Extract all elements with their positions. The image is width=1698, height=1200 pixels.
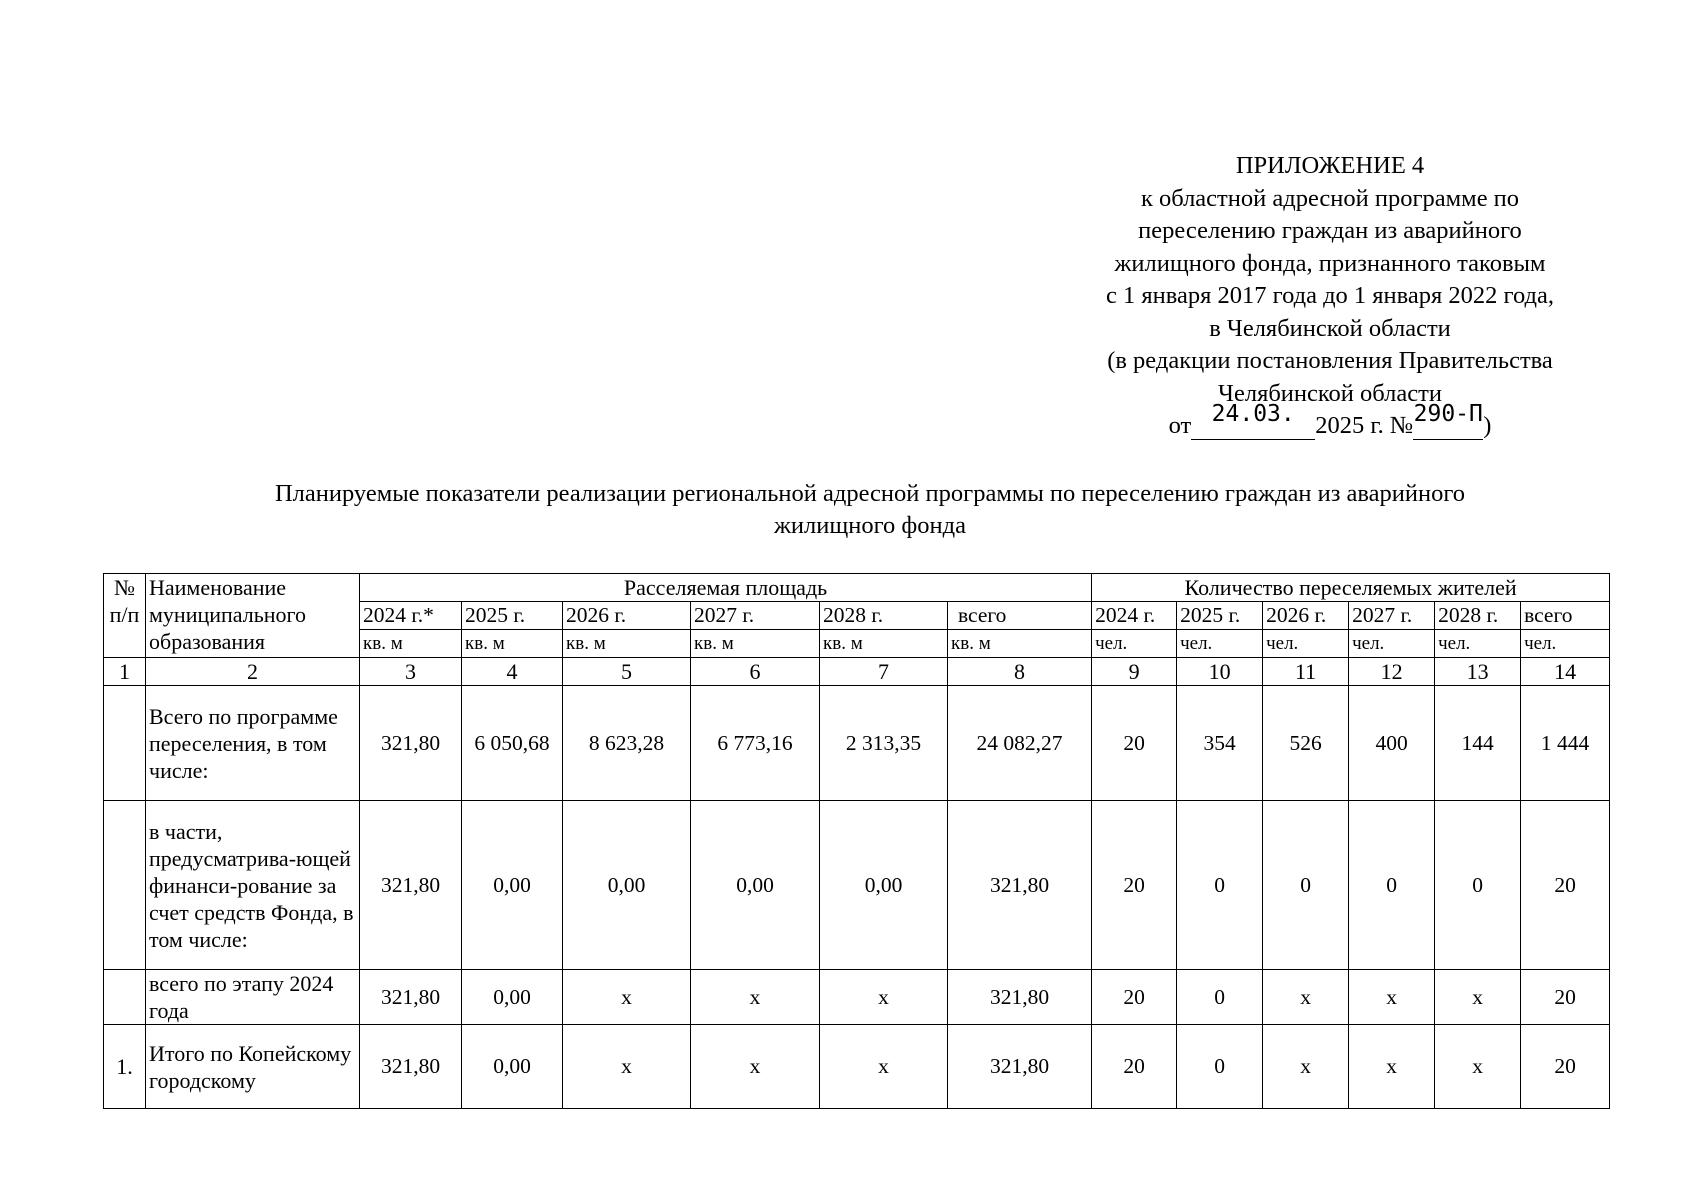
row-name: всего по этапу 2024 года [146,970,360,1025]
cell-value: х [1263,970,1349,1025]
document-title-line: Планируемые показатели реализации региональной адресной программы по переселению граждан из аварийного [274,480,1466,507]
column-index: 8 [948,658,1092,686]
cell-value: х [1349,970,1435,1025]
header-residents-year: 2025 г. [1177,602,1263,630]
header-row-groups [104,574,1610,602]
cell-value: 6 050,68 [462,686,563,801]
table-row [104,1025,1610,1109]
unit-area: кв. м [691,630,820,658]
cell-value: 321,80 [948,801,1092,970]
unit-area: кв. м [948,630,1092,658]
cell-value: 0,00 [462,970,563,1025]
cell-value: 0,00 [691,801,820,970]
unit-area: кв. м [462,630,563,658]
unit-residents: чел. [1435,630,1521,658]
header-area-year: 2026 г. [563,602,691,630]
appendix-block [1030,150,1630,443]
cell-value: х [691,1025,820,1109]
cell-value: 321,80 [948,970,1092,1025]
cell-value: 0,00 [462,801,563,970]
column-index: 10 [1177,658,1263,686]
appendix-line: (в редакции постановления Правительства [1107,347,1553,374]
appendix-line: жилищного фонда, признанного таковым [1114,249,1546,277]
cell-value: 20 [1092,801,1177,970]
cell-value: 0 [1177,801,1263,970]
signature-year: 2025 г. № [1315,412,1414,439]
unit-residents: чел. [1263,630,1349,658]
cell-value: 321,80 [948,1025,1092,1109]
cell-value: 400 [1349,686,1435,801]
cell-value: х [1263,1025,1349,1109]
column-index-row [104,658,1610,686]
column-index: 13 [1435,658,1521,686]
appendix-line: в Челябинской области [1209,314,1451,342]
cell-value: 24 082,27 [948,686,1092,801]
cell-value: 6 773,16 [691,686,820,801]
cell-value: 2 313,35 [820,686,948,801]
header-residents-total: всего [1521,602,1610,630]
table-row [104,970,1610,1025]
cell-value: 321,80 [360,801,462,970]
cell-value: 20 [1521,970,1610,1025]
table-row [104,801,1610,970]
cell-value: 20 [1521,1025,1610,1109]
row-name: Итого по Копейскому городскому [146,1025,360,1109]
cell-value: 0 [1177,1025,1263,1109]
cell-value: 321,80 [360,970,462,1025]
cell-value: 0,00 [563,801,691,970]
header-area-total: всего [948,602,1092,630]
row-name: Всего по программе переселения, в том числе: [146,686,360,801]
cell-value: 0 [1435,801,1521,970]
cell-value: 20 [1092,686,1177,801]
cell-value: х [1349,1025,1435,1109]
cell-value: х [691,970,820,1025]
cell-value: х [563,970,691,1025]
document-title [130,478,1610,542]
appendix-heading: ПРИЛОЖЕНИЕ 4 [1235,152,1425,179]
row-number [104,801,146,970]
cell-value: х [820,1025,948,1109]
column-index: 14 [1521,658,1610,686]
header-area-year: 2025 г. [462,602,563,630]
resolution-signature-line [1030,401,1630,443]
cell-value: 0,00 [820,801,948,970]
header-no: № п/п [104,574,146,658]
column-index: 4 [462,658,563,686]
unit-residents: чел. [1521,630,1610,658]
cell-value: 8 623,28 [563,686,691,801]
cell-value: 20 [1521,801,1610,970]
header-area-group: Расселяемая площадь [360,574,1092,602]
column-index: 2 [146,658,360,686]
unit-area: кв. м [820,630,948,658]
header-residents-group: Количество переселяемых жителей [1092,574,1610,602]
cell-value: 0,00 [462,1025,563,1109]
cell-value: 1 444 [1521,686,1610,801]
appendix-line: с 1 января 2017 года до 1 января 2022 года, [1105,282,1555,309]
cell-value: 20 [1092,970,1177,1025]
header-residents-year: 2024 г. [1092,602,1177,630]
column-index: 9 [1092,658,1177,686]
header-residents-year: 2027 г. [1349,602,1435,630]
unit-residents: чел. [1349,630,1435,658]
column-index: 5 [563,658,691,686]
column-index: 7 [820,658,948,686]
document-title-line: жилищного фонда [774,512,966,539]
row-number [104,970,146,1025]
cell-value: 354 [1177,686,1263,801]
number-field [1413,401,1483,440]
cell-value: 0 [1263,801,1349,970]
column-index: 3 [360,658,462,686]
unit-area: кв. м [360,630,462,658]
column-index: 12 [1349,658,1435,686]
appendix-line: переселению граждан из аварийного [1138,217,1522,244]
table-row [104,686,1610,801]
header-area-year: 2027 г. [691,602,820,630]
header-area-year: 2028 г. [820,602,948,630]
cell-value: х [1435,1025,1521,1109]
appendix-line: Челябинской области [1218,379,1442,407]
unit-residents: чел. [1177,630,1263,658]
signature-suffix: ) [1483,412,1492,439]
cell-value: 0 [1349,801,1435,970]
appendix-line: к областной адресной программе по [1140,184,1520,212]
row-number: 1. [104,1025,146,1109]
column-index: 11 [1263,658,1349,686]
cell-value: х [563,1025,691,1109]
handwritten-number: 290-П [1413,401,1483,427]
header-residents-year: 2028 г. [1435,602,1521,630]
cell-value: 321,80 [360,1025,462,1109]
handwritten-date: 24.03. [1211,401,1295,427]
cell-value: 526 [1263,686,1349,801]
cell-value: 321,80 [360,686,462,801]
date-field [1191,401,1315,440]
row-name: в части, предусматрива-ющей финанси-рование за счет средств Фонда, в том числе: [146,801,360,970]
unit-residents: чел. [1092,630,1177,658]
cell-value: 144 [1435,686,1521,801]
unit-area: кв. м [563,630,691,658]
header-name: Наименование муниципального образования [146,574,360,658]
header-residents-year: 2026 г. [1263,602,1349,630]
cell-value: х [1435,970,1521,1025]
row-number [104,686,146,801]
column-index: 1 [104,658,146,686]
cell-value: 20 [1092,1025,1177,1109]
column-index: 6 [691,658,820,686]
signature-prefix: от [1168,412,1192,439]
header-area-year: 2024 г.* [360,602,462,630]
cell-value: 0 [1177,970,1263,1025]
cell-value: х [820,970,948,1025]
indicators-table [103,573,1610,1109]
